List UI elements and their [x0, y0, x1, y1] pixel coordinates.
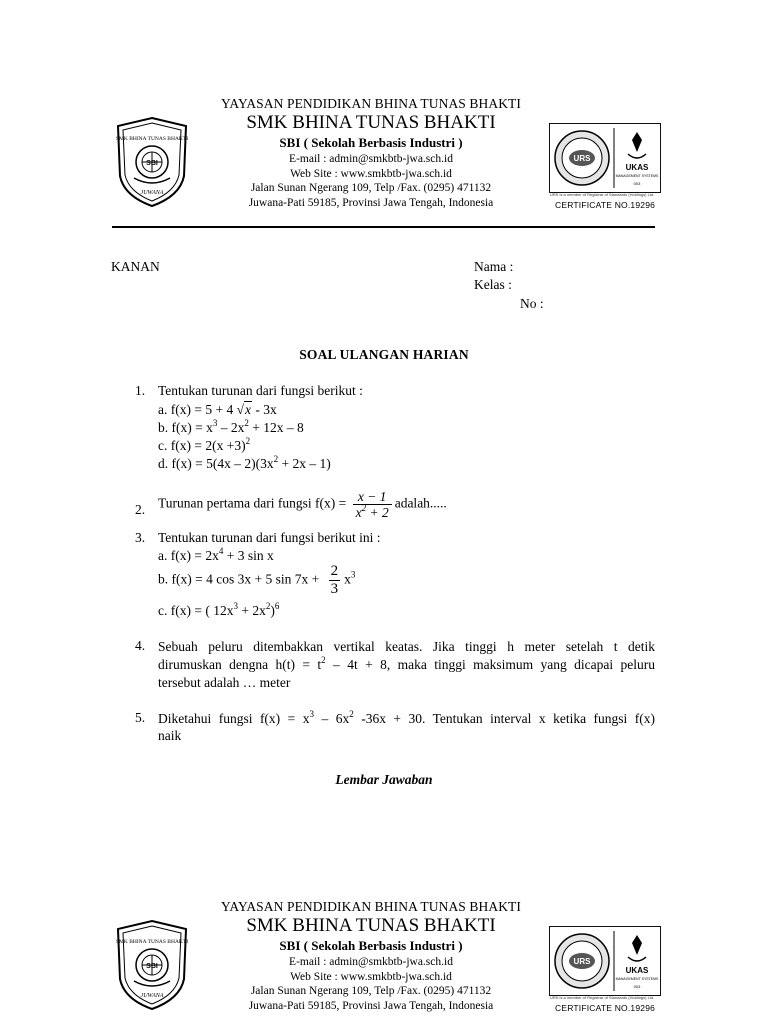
question-3-text: Tentukan turunan dari fungsi berikut ini :	[158, 530, 381, 545]
question-1-c: c. $f(x) = 2(x +3)^2$	[158, 436, 251, 453]
answer-sheet-heading: Lembar Jawaban	[335, 772, 433, 787]
question-5-line-1: Diketahui fungsi $f(x) = x^3 - 6x^2$ -36x + 30. Tentukan interval x ketika fungsi f(x)	[158, 709, 656, 726]
question-4-line-1: Sebuah peluru ditembakkan vertikal keatas. Jika tinggi h meter setelah t detik	[158, 639, 655, 654]
certification-block	[549, 926, 661, 1016]
certification-note: URS is a member of Registrar of Standards (Holdings) Ltd.	[550, 995, 655, 1000]
school-logo	[112, 919, 192, 1011]
fraction: $\frac{x - 1}{x^2 + 2}$	[353, 489, 392, 520]
square-root: √x	[236, 402, 252, 417]
foundation-name: YAYASAN PENDIDIKAN BHINA TUNAS BHAKTI	[221, 96, 521, 111]
letterhead-text	[200, 899, 542, 1013]
svg-text:SBI: SBI	[146, 160, 158, 167]
foundation-name: YAYASAN PENDIDIKAN BHINA TUNAS BHAKTI	[221, 899, 521, 914]
svg-text:URS: URS	[573, 154, 591, 163]
svg-text:UKAS: UKAS	[625, 163, 649, 172]
school-address-line-2: Juwana-Pati 59185, Provinsi Jawa Tengah, Indonesia	[248, 999, 494, 1012]
certificate-number: CERTIFICATE NO.19296	[555, 200, 656, 210]
question-3-a: a. $f(x) = 2x^4 + 3$ sin x	[158, 546, 274, 563]
fraction: $\frac{2}{3}$	[330, 563, 339, 597]
svg-text:MANAGEMENT SYSTEMS: MANAGEMENT SYSTEMS	[615, 174, 659, 178]
letterhead-repeat	[0, 893, 768, 1023]
school-name: SMK BHINA TUNAS BHAKTI	[246, 915, 496, 936]
urs-badge-icon	[550, 124, 660, 192]
question-1-b: b. $f(x) = x^3 - 2x^2 + 12x - 8$	[158, 418, 304, 435]
school-logo	[112, 116, 192, 208]
school-address-line-1: Jalan Sunan Ngerang 109, Telp /Fax. (0295) 471132	[250, 985, 492, 997]
question-2-text: Turunan pertama dari fungsi f(x) = $\frac{x - 1}{x^2 + 2}$ adalah.....	[158, 489, 447, 520]
school-website: Web Site : www.smkbtb-jwa.sch.id	[290, 970, 452, 983]
question-1-text: Tentukan turunan dari fungsi berikut :	[158, 383, 363, 398]
question-number: 3.	[135, 530, 146, 545]
school-website: Web Site : www.smkbtb-jwa.sch.id	[290, 167, 452, 180]
certification-logos	[549, 926, 661, 996]
svg-text:003: 003	[633, 181, 641, 186]
letterhead-text	[200, 96, 542, 210]
no-field: No :	[520, 296, 544, 311]
question-1-a: a. f(x) = 5 + 4 √x - 3x	[158, 402, 277, 417]
question-number: 5.	[135, 710, 146, 725]
kelas-field: Kelas :	[474, 277, 512, 292]
svg-text:003: 003	[633, 984, 641, 989]
svg-text:SMK BHINA TUNAS BHAKTI: SMK BHINA TUNAS BHAKTI	[115, 939, 189, 945]
svg-text:JUWANA: JUWANA	[140, 190, 164, 196]
school-address-line-2: Juwana-Pati 59185, Provinsi Jawa Tengah, Indonesia	[248, 196, 494, 209]
question-4-line-2: dirumuskan dengna $h(t) = t^2 - 4t + 8$, maka tinggi maksimum yang dicapai peluru	[158, 655, 655, 672]
svg-text:SMK BHINA TUNAS BHAKTI: SMK BHINA TUNAS BHAKTI	[115, 136, 189, 142]
question-3-c: c. f(x) = ( $12x^3 + 2x^2)^6$	[158, 601, 280, 618]
school-email: E-mail : admin@smkbtb-jwa.sch.id	[289, 153, 453, 165]
question-number: 1.	[135, 383, 146, 398]
certification-logos	[549, 123, 661, 193]
question-number: 4.	[135, 638, 146, 653]
svg-text:UKAS: UKAS	[625, 966, 649, 975]
letterhead	[0, 90, 768, 220]
question-4-line-3: tersebut adalah … meter	[158, 675, 291, 690]
certification-note: URS is a member of Registrar of Standards (Holdings) Ltd.	[550, 192, 655, 197]
svg-text:JUWANA: JUWANA	[140, 993, 164, 999]
nama-field: Nama :	[474, 259, 514, 274]
school-tagline: SBI ( Sekolah Berbasis Industri )	[279, 938, 463, 953]
header-divider	[112, 226, 655, 228]
school-name: SMK BHINA TUNAS BHAKTI	[246, 112, 496, 133]
urs-badge-icon	[550, 927, 660, 995]
question-1-d: d. $f(x) = 5(4x - 2)(3x^2 + 2x - 1)$	[158, 454, 331, 471]
certificate-number: CERTIFICATE NO.19296	[555, 1003, 656, 1013]
school-email: E-mail : admin@smkbtb-jwa.sch.id	[289, 956, 453, 968]
exam-title: SOAL ULANGAN HARIAN	[299, 347, 469, 362]
svg-text:URS: URS	[573, 957, 591, 966]
school-tagline: SBI ( Sekolah Berbasis Industri )	[279, 135, 463, 150]
question-number: 2.	[135, 502, 146, 517]
certification-block	[549, 123, 661, 213]
svg-text:SBI: SBI	[146, 963, 158, 970]
school-address-line-1: Jalan Sunan Ngerang 109, Telp /Fax. (0295) 471132	[250, 182, 492, 194]
question-3-b: b. f(x) = 4 cos 3x + 5 sin 7x + $\frac{2}{3}$ $x^3$	[158, 563, 356, 597]
svg-text:MANAGEMENT SYSTEMS: MANAGEMENT SYSTEMS	[615, 977, 659, 981]
header-left-label: KANAN	[111, 259, 160, 274]
question-5-line-2: naik	[158, 728, 182, 743]
